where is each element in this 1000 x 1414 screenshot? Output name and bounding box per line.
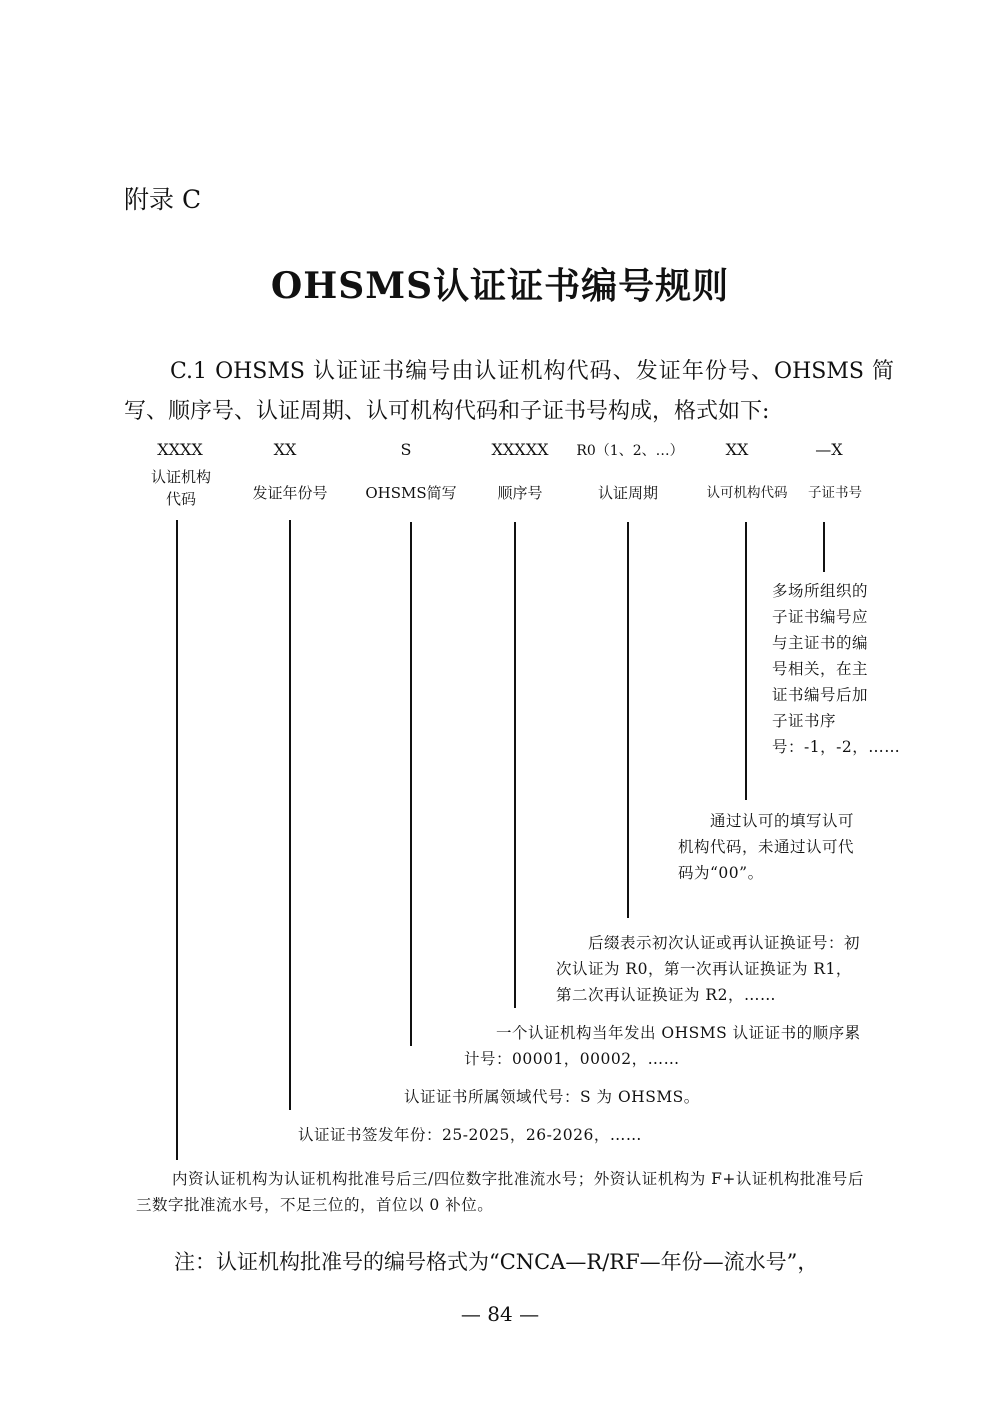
connector-line-year — [289, 520, 291, 1110]
segment-code-sequence: XXXXX — [491, 440, 549, 459]
connector-line-cycle — [627, 522, 629, 918]
segment-label-accreditation: 认可机构代码 — [706, 485, 788, 501]
desc-sequence: 一个认证机构当年发出 OHSMS 认证证书的顺序累计号：00001，00002，…… — [464, 1024, 861, 1068]
page-number: — 84 — — [460, 1302, 540, 1326]
segment-code-accreditation: XX — [725, 440, 749, 459]
connector-line-body — [176, 520, 178, 1160]
appendix-label: 附录 C — [124, 185, 202, 214]
desc-cycle: 后缀表示初次认证或再认证换证号：初次认证为 R0，第一次再认证换证为 R1，第二次再认证换证为 R2，…… — [556, 934, 861, 1004]
desc-sub-certificate: 多场所组织的子证书编号应与主证书的编号相关，在主证书编号后加子证书序号：-1，-2，…… — [772, 582, 901, 756]
connector-line-accreditation — [745, 522, 747, 800]
desc-domain: 认证证书所属领域代号：S 为 OHSMS。 — [404, 1088, 700, 1106]
desc-certification-body: 内资认证机构为认证机构批准号后三/四位数字批准流水号；外资认证机构为 F+认证机构批准号后三数字批准流水号，不足三位的，首位以 0 补位。 — [136, 1170, 864, 1214]
segment-code-cycle: R0（1、2、…） — [576, 443, 684, 459]
segment-code-year: XX — [273, 440, 297, 459]
desc-accreditation: 通过认可的填写认可机构代码，未通过认可代码为“00”。 — [678, 812, 855, 882]
desc-year: 认证证书签发年份：25-2025，26-2026，…… — [298, 1126, 642, 1144]
segment-code-sub: —X — [815, 440, 843, 459]
page-title: OHSMS认证证书编号规则 — [270, 265, 730, 307]
segment-code-body: XXXX — [157, 440, 203, 459]
intro-paragraph: C.1 OHSMS 认证证书编号由认证机构代码、发证年份号、OHSMS 简写、顺序号、认证周期、认可机构代码和子证书号构成，格式如下: — [124, 359, 894, 424]
connector-line-sub — [823, 522, 825, 572]
note: 注：认证机构批准号的编号格式为“CNCA—R/RF—年份—流水号”， — [174, 1250, 819, 1274]
segment-label-sequence: 顺序号 — [497, 484, 543, 502]
segment-label-body-line2: 代码 — [165, 490, 196, 508]
segment-label-cycle: 认证周期 — [597, 484, 658, 502]
segment-label-year: 发证年份号 — [252, 484, 328, 502]
segment-label-domain: OHSMS简写 — [365, 484, 457, 502]
segment-code-domain: S — [400, 440, 412, 459]
connector-line-sequence — [514, 522, 516, 1008]
segment-label-sub: 子证书号 — [808, 485, 862, 501]
segment-label-body-line1: 认证机构 — [150, 468, 211, 486]
connector-line-domain — [410, 522, 412, 1046]
segment-label-body — [136, 466, 226, 510]
